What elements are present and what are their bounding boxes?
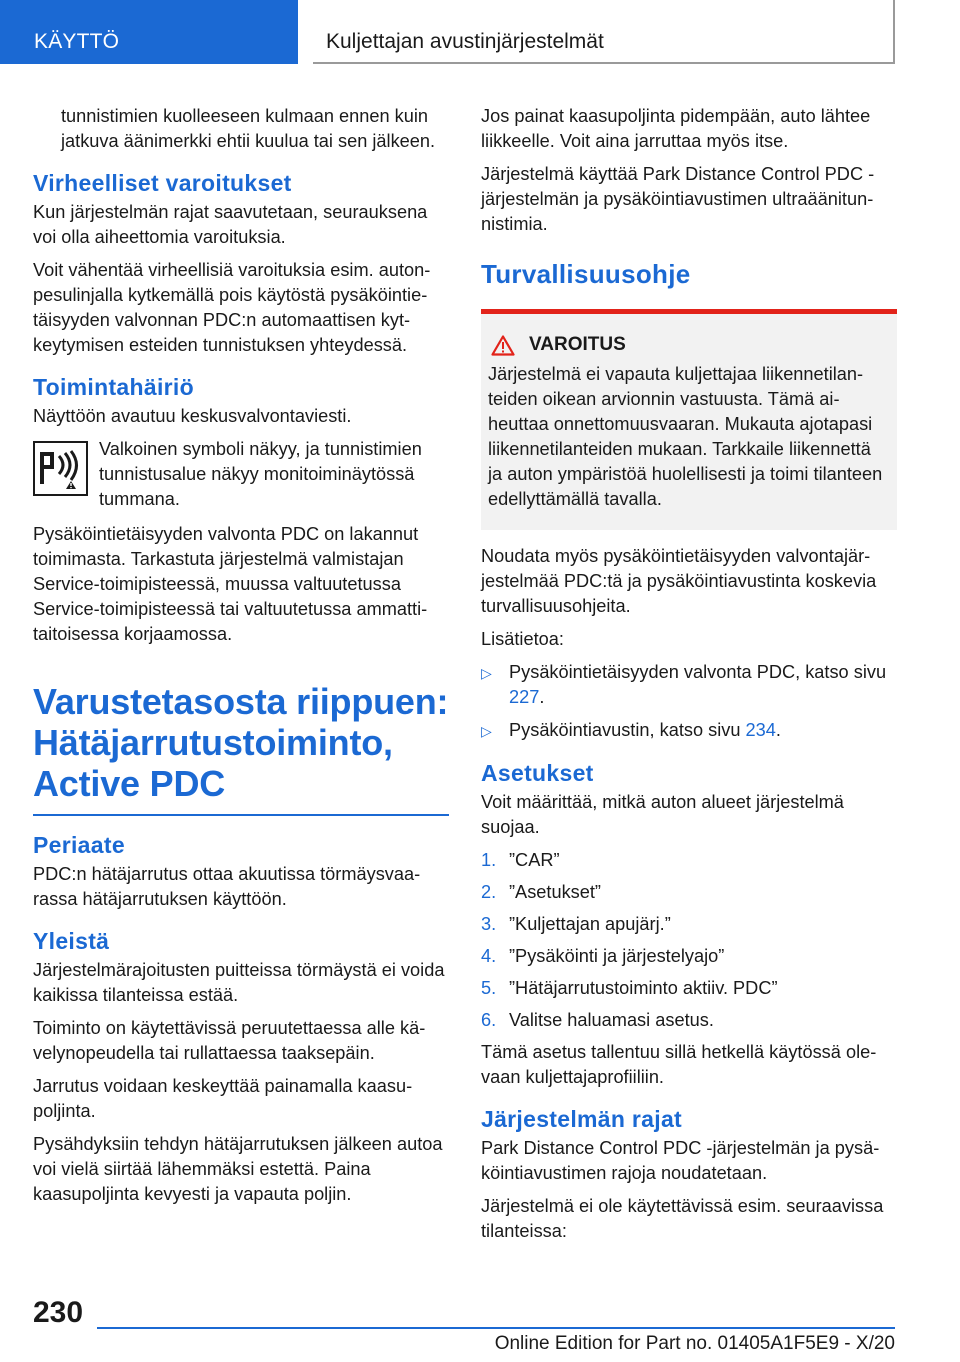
list-item: 1. ”CAR” bbox=[481, 850, 560, 870]
malfunction-icon-text: Valkoinen symboli näkyy, ja tunnistimien tunnistusalue näkyy monitoiminäytössä tummana. bbox=[99, 439, 422, 509]
safety-heading: Turvallisuusohje bbox=[481, 259, 691, 289]
general-p1: Järjestelmärajoitusten puitteissa törmäystä ei voida kaikissa tilanteissa estää. bbox=[33, 960, 445, 1005]
settings-p1: Voit määrittää, mitkä auton alueet järjestelmä suojaa. bbox=[481, 792, 844, 837]
false-warnings-p1: Kun järjestelmän rajat saavutetaan, seurauksena voi olla aiheettomia varoituksia. bbox=[33, 202, 428, 247]
limits-p2: Järjestelmä ei ole käytettävissä esim. seuraavissa tilanteissa: bbox=[481, 1196, 884, 1241]
limits-heading: Järjestelmän rajat bbox=[481, 1106, 683, 1132]
list-item bbox=[481, 660, 897, 710]
triangle-right-icon: ▷ bbox=[481, 665, 492, 681]
bullet-text: Pysäköintietäisyyden valvonta PDC, katso sivu 227. bbox=[509, 662, 887, 707]
general-p2: Toiminto on käytettävissä peruutettaessa alle kävelynopeudella tai rullattaessa taaksepäin. bbox=[33, 1018, 426, 1063]
warning-label: VAROITUS bbox=[529, 334, 626, 355]
list-item: 3. ”Kuljettajan apujärj.” bbox=[481, 914, 671, 934]
settings-p2: Tämä asetus tallentuu sillä hetkellä käytössä olevaan kuljettajaprofiiliin. bbox=[481, 1042, 877, 1087]
false-warnings-p2: Voit vähentää virheellisiä varoituksia esim. autonpesulinjalla kytkemällä pois käytöstä pysäköintietäisyyden valvonnan PDC:n automaattisen kytkeytymisen esteiden tunnistuksen yhteydessä. bbox=[33, 260, 431, 355]
principle-heading: Periaate bbox=[33, 832, 125, 858]
malfunction-heading: Toimintahäiriö bbox=[33, 374, 194, 400]
warning-box bbox=[481, 309, 897, 530]
triangle-right-icon: ▷ bbox=[481, 723, 492, 739]
main-heading: Varustetasosta riippuen: Hätäjarrutustoiminto, Active PDC bbox=[33, 681, 449, 804]
malfunction-icon-row bbox=[33, 437, 449, 512]
intro-paragraph: tunnistimien kuolleeseen kulmaan ennen kuin jatkuva äänimerkki ehtii kuulua tai sen jälkeen. bbox=[61, 106, 436, 151]
right-p1: Jos painat kaasupoljinta pidempään, auto lähtee liikkeelle. Voit aina jarruttaa myös itse. bbox=[481, 106, 871, 151]
more-info-label: Lisätietoa: bbox=[481, 629, 564, 649]
page-link[interactable]: 234 bbox=[745, 720, 776, 740]
footer-rule bbox=[97, 1327, 895, 1329]
page-number: 230 bbox=[33, 1296, 84, 1329]
list-item: 6. Valitse haluamasi asetus. bbox=[481, 1010, 714, 1030]
limits-p1: Park Distance Control PDC -järjestelmän ja pysäköintiavustimen rajoja noudatetaan. bbox=[481, 1138, 880, 1183]
malfunction-p1: Näyttöön avautuu keskusvalvontaviesti. bbox=[33, 406, 352, 426]
warning-triangle-icon bbox=[491, 335, 515, 356]
general-heading: Yleistä bbox=[33, 928, 110, 954]
page-link[interactable]: 227 bbox=[509, 687, 540, 707]
settings-heading: Asetukset bbox=[481, 760, 594, 786]
heading-rule bbox=[33, 814, 449, 816]
pdc-sensor-icon bbox=[33, 441, 88, 496]
safety-p1: Noudata myös pysäköintietäisyyden valvontajärjestelmää PDC:tä ja pysäköintiavustinta koskevia turvallisuusohjeita. bbox=[481, 546, 877, 616]
list-item: 5. ”Hätäjarrutustoiminto aktiiv. PDC” bbox=[481, 978, 778, 998]
principle-p1: PDC:n hätäjarrutus ottaa akuutissa törmäysvaarassa hätäjarrutuksen käyttöön. bbox=[33, 864, 421, 909]
malfunction-p2: Pysäköintietäisyyden valvonta PDC on lakannut toimimasta. Tarkastuta järjestelmä valmistajan Service-toimipisteessä, muussa valtuutetussa Service-toimipisteessä tai valtuutetussa ammattitaitoisessa korjaamossa. bbox=[33, 524, 428, 644]
warning-text: Järjestelmä ei vapauta kuljettajaa liikennetilanteiden oikean arvionnin vastuusta. Tämä aiheuttaa onnettomuusvaaran. Mukauta ajotapasi liikennetilanteiden mukaan. Tarkkaile liikennettä ja auton ympäristöä huolellisesti ja toimi tilanteen edellyttämällä tavalla. bbox=[488, 364, 883, 509]
false-warnings-heading: Virheelliset varoitukset bbox=[33, 170, 292, 196]
list-item bbox=[481, 718, 897, 744]
warning-title bbox=[488, 334, 889, 356]
list-item: 4. ”Pysäköinti ja järjestelyajo” bbox=[481, 946, 725, 966]
bullet-text: Pysäköintiavustin, katso sivu 234. bbox=[509, 720, 781, 740]
general-p3: Jarrutus voidaan keskeyttää painamalla kaasupoljinta. bbox=[33, 1076, 413, 1121]
general-p4: Pysähdyksiin tehdyn hätäjarrutuksen jälkeen autoa voi vielä siirtää lähemmäksi estettä. Paina kaasupoljinta kevyesti ja vapauta poljin. bbox=[33, 1134, 443, 1204]
chapter-title: Kuljettajan avustinjärjestelmät bbox=[313, 0, 895, 64]
right-p2: Järjestelmä käyttää Park Distance Control PDC -järjestelmän ja pysäköintiavustimen ultraäänitunnistimia. bbox=[481, 164, 875, 234]
section-tab: KÄYTTÖ bbox=[0, 0, 298, 64]
footer-edition: Online Edition for Part no. 01405A1F5E9 - X/20 bbox=[494, 1333, 895, 1354]
left-column bbox=[33, 104, 449, 1215]
right-column bbox=[481, 104, 897, 1252]
list-item: 2. ”Asetukset” bbox=[481, 882, 601, 902]
